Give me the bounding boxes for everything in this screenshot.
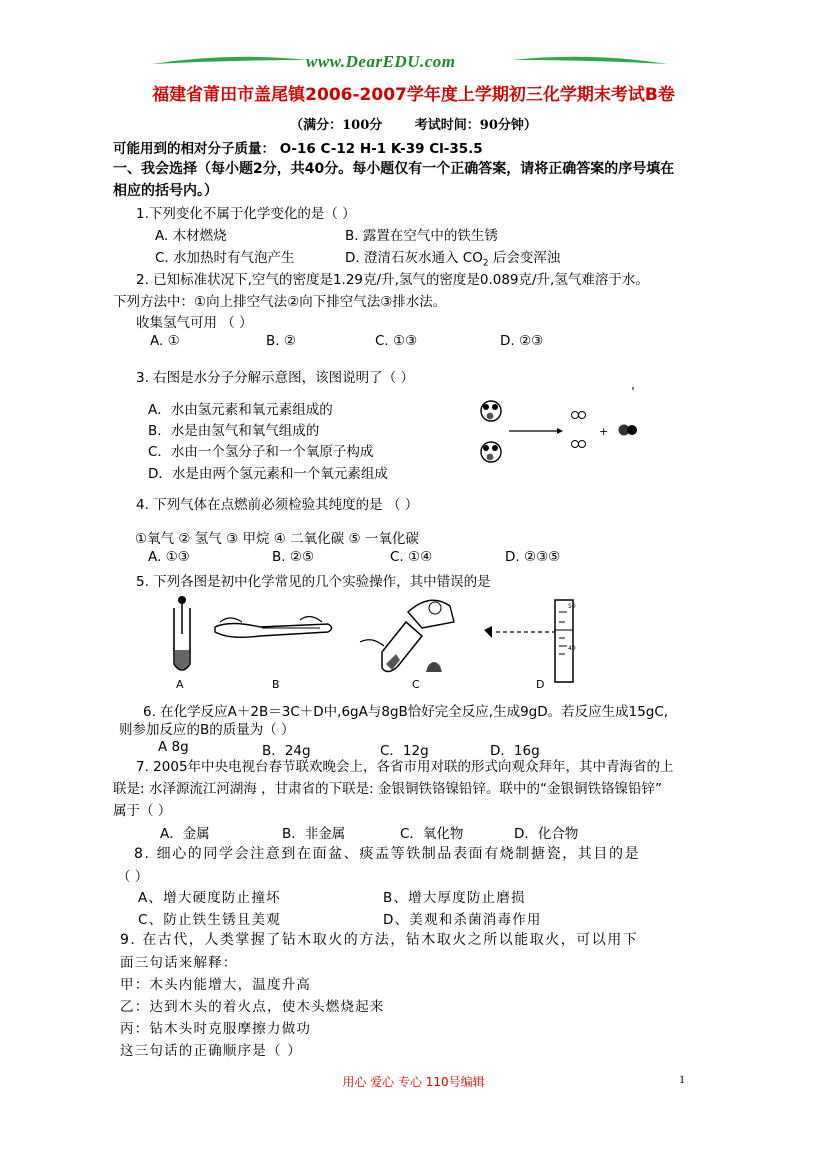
q4-options-list: ①氧气 ② 氢气 ③ 甲烷 ④ 二氧化碳 ⑤ 一氧化碳 xyxy=(135,531,419,547)
q6-option-a: A 8g xyxy=(158,739,189,755)
q4-option-a: A. ①③ xyxy=(148,549,190,565)
q7-line2: 联是: 水泽源流江河湖海 ，甘肃省的下联是: 金银铜铁铬镍铅锌。联中的“金银铜铁铬镍铅锌” xyxy=(113,781,662,797)
scale-label-50: 50 xyxy=(568,603,576,610)
figure-label-b: B xyxy=(272,678,280,691)
figure-b-hands-heating-tube xyxy=(215,616,332,637)
q2-option-d: D. ②③ xyxy=(500,333,544,349)
q4-option-d: D. ②③⑤ xyxy=(505,549,561,565)
q1-option-a: A. 木材燃烧 xyxy=(155,228,227,244)
figure-a-dropper-test-tube xyxy=(174,596,190,670)
atomic-masses: 可能用到的相对分子质量： O-16 C-12 H-1 K-39 Cl-35.5 xyxy=(113,141,483,157)
hydrogen-molecule-1 xyxy=(572,412,586,419)
q8-option-c: C、防止铁生锈且美观 xyxy=(138,912,281,928)
q1-option-c: C. 水加热时有气泡产生 xyxy=(155,250,295,266)
q8-line2: （ ） xyxy=(117,869,149,885)
q1-stem: 1.下列变化不属于化学变化的是（ ） xyxy=(136,206,356,222)
q6-option-d: D．16g xyxy=(490,743,540,759)
q1-option-d: D. 澄清石灰水通入 $CO_2$ 后会变浑浊 xyxy=(345,250,561,269)
water-decomposition-diagram xyxy=(475,385,645,470)
figure-label-a: A xyxy=(176,678,184,691)
water-molecule-2 xyxy=(481,442,501,462)
q9-statement-yi: 乙：达到木头的着火点，使木头燃烧起来 xyxy=(120,999,385,1015)
q9-line1: 9. 在古代，人类掌握了钻木取火的方法，钻木取火之所以能取火，可以用下 xyxy=(120,932,639,948)
q9-order: 这三句话的正确顺序是（ ） xyxy=(120,1043,302,1059)
q4-option-b: B. ②⑤ xyxy=(272,549,315,565)
figure-label-d: D xyxy=(536,678,545,691)
q2-option-b: B. ② xyxy=(266,333,296,349)
left-swoosh-decoration xyxy=(150,54,310,74)
q4-stem: 4. 下列气体在点燃前必须检验其纯度的是 （ ） xyxy=(136,497,419,513)
q6-option-c: C．12g xyxy=(380,743,429,759)
exam-time: 考试时间：90分钟） xyxy=(414,118,537,133)
q3-option-c: C．水由一个氢分子和一个氧原子构成 xyxy=(148,444,374,460)
q8-option-a: A、增大硬度防止撞坏 xyxy=(138,890,281,906)
q7-option-d: D．化合物 xyxy=(514,826,579,842)
water-molecule-1 xyxy=(481,401,501,421)
q3-option-a: A．水由氢元素和氧元素组成的 xyxy=(148,402,333,418)
q3-stem: 3. 右图是水分子分解示意图，该图说明了（ ） xyxy=(136,370,414,386)
site-logo[interactable]: www.DearEDU.com xyxy=(306,52,456,71)
hydrogen-molecule-2 xyxy=(572,441,586,448)
site-header xyxy=(0,48,827,78)
q1-option-b: B. 露置在空气中的铁生锈 xyxy=(345,228,498,244)
q9-line2: 面三句话来解释： xyxy=(120,955,238,971)
section1-heading-line2: 相应的括号内。） xyxy=(113,183,218,199)
q7-option-c: C．氧化物 xyxy=(400,826,464,842)
full-score: （满分：100分 xyxy=(290,118,383,133)
scale-label-40: 40 xyxy=(568,645,576,652)
figure-label-c: C xyxy=(412,678,420,691)
exam-title: 福建省莆田市盖尾镇2006-2007学年度上学期初三化学期末考试B卷 xyxy=(152,85,675,105)
footer-motto: 用心 爱心 专心 110号编辑 xyxy=(342,1075,485,1089)
figure-c-pouring-liquid xyxy=(360,600,454,672)
exam-info xyxy=(0,114,827,133)
lab-operations-figure xyxy=(160,592,580,692)
q6-line2: 则参加反应的B的质量为（ ） xyxy=(119,722,295,738)
q6-line1: 6. 在化学反应A＋2B＝3C＋D中,6gA与8gB恰好完全反应,生成9gD。若反应生成15gC, xyxy=(143,704,669,720)
oxygen-molecule xyxy=(619,425,638,436)
q4-option-c: C. ①④ xyxy=(390,549,433,565)
q2-line2: 下列方法中：①向上排空气法②向下排空气法③排水法。 xyxy=(113,294,447,310)
page-number: 1 xyxy=(679,1072,685,1086)
q7-option-a: A．金属 xyxy=(160,826,210,842)
q7-line3: 属于（ ） xyxy=(113,803,172,819)
q3-option-d: D．水是由两个氢元素和一个氧元素组成 xyxy=(148,466,388,482)
right-swoosh-decoration xyxy=(510,54,670,74)
q2-option-a: A. ① xyxy=(150,333,180,349)
figure-d-reading-cylinder xyxy=(484,600,576,682)
q9-statement-jia: 甲：木头内能增大，温度升高 xyxy=(120,977,312,993)
q8-option-b: B、增大厚度防止磨损 xyxy=(383,890,526,906)
q3-option-b: B．水是由氢气和氧气组成的 xyxy=(148,423,320,439)
q2-line1: 2. 已知标准状况下,空气的密度是1.29克/升,氢气的密度是0.089克/升,氢气难溶于水。 xyxy=(136,272,649,288)
q7-line1: 7. 2005年中央电视台春节联欢晚会上，各省市用对联的形式向观众拜年，其中青海省的上 xyxy=(136,759,674,775)
q9-statement-bing: 丙：钻木头时克服摩擦力做功 xyxy=(120,1021,312,1037)
q2-option-c: C. ①③ xyxy=(375,333,418,349)
q5-stem: 5. 下列各图是初中化学常见的几个实验操作，其中错误的是 xyxy=(136,574,491,590)
q6-option-b: B．24g xyxy=(262,743,311,759)
q8-line1: 8. 细心的同学会注意到在面盆、痰盂等铁制品表面有烧制搪瓷，其目的是 xyxy=(134,846,641,862)
q8-option-d: D、美观和杀菌消毒作用 xyxy=(383,912,542,928)
q2-line3: 收集氢气可用 （ ） xyxy=(136,315,253,331)
section1-heading-line1: 一、我会选择（每小题2分，共40分。每小题仅有一个正确答案，请将正确答案的序号填在 xyxy=(113,161,675,177)
svg-text:+: + xyxy=(599,425,609,438)
q7-option-b: B．非金属 xyxy=(282,826,346,842)
